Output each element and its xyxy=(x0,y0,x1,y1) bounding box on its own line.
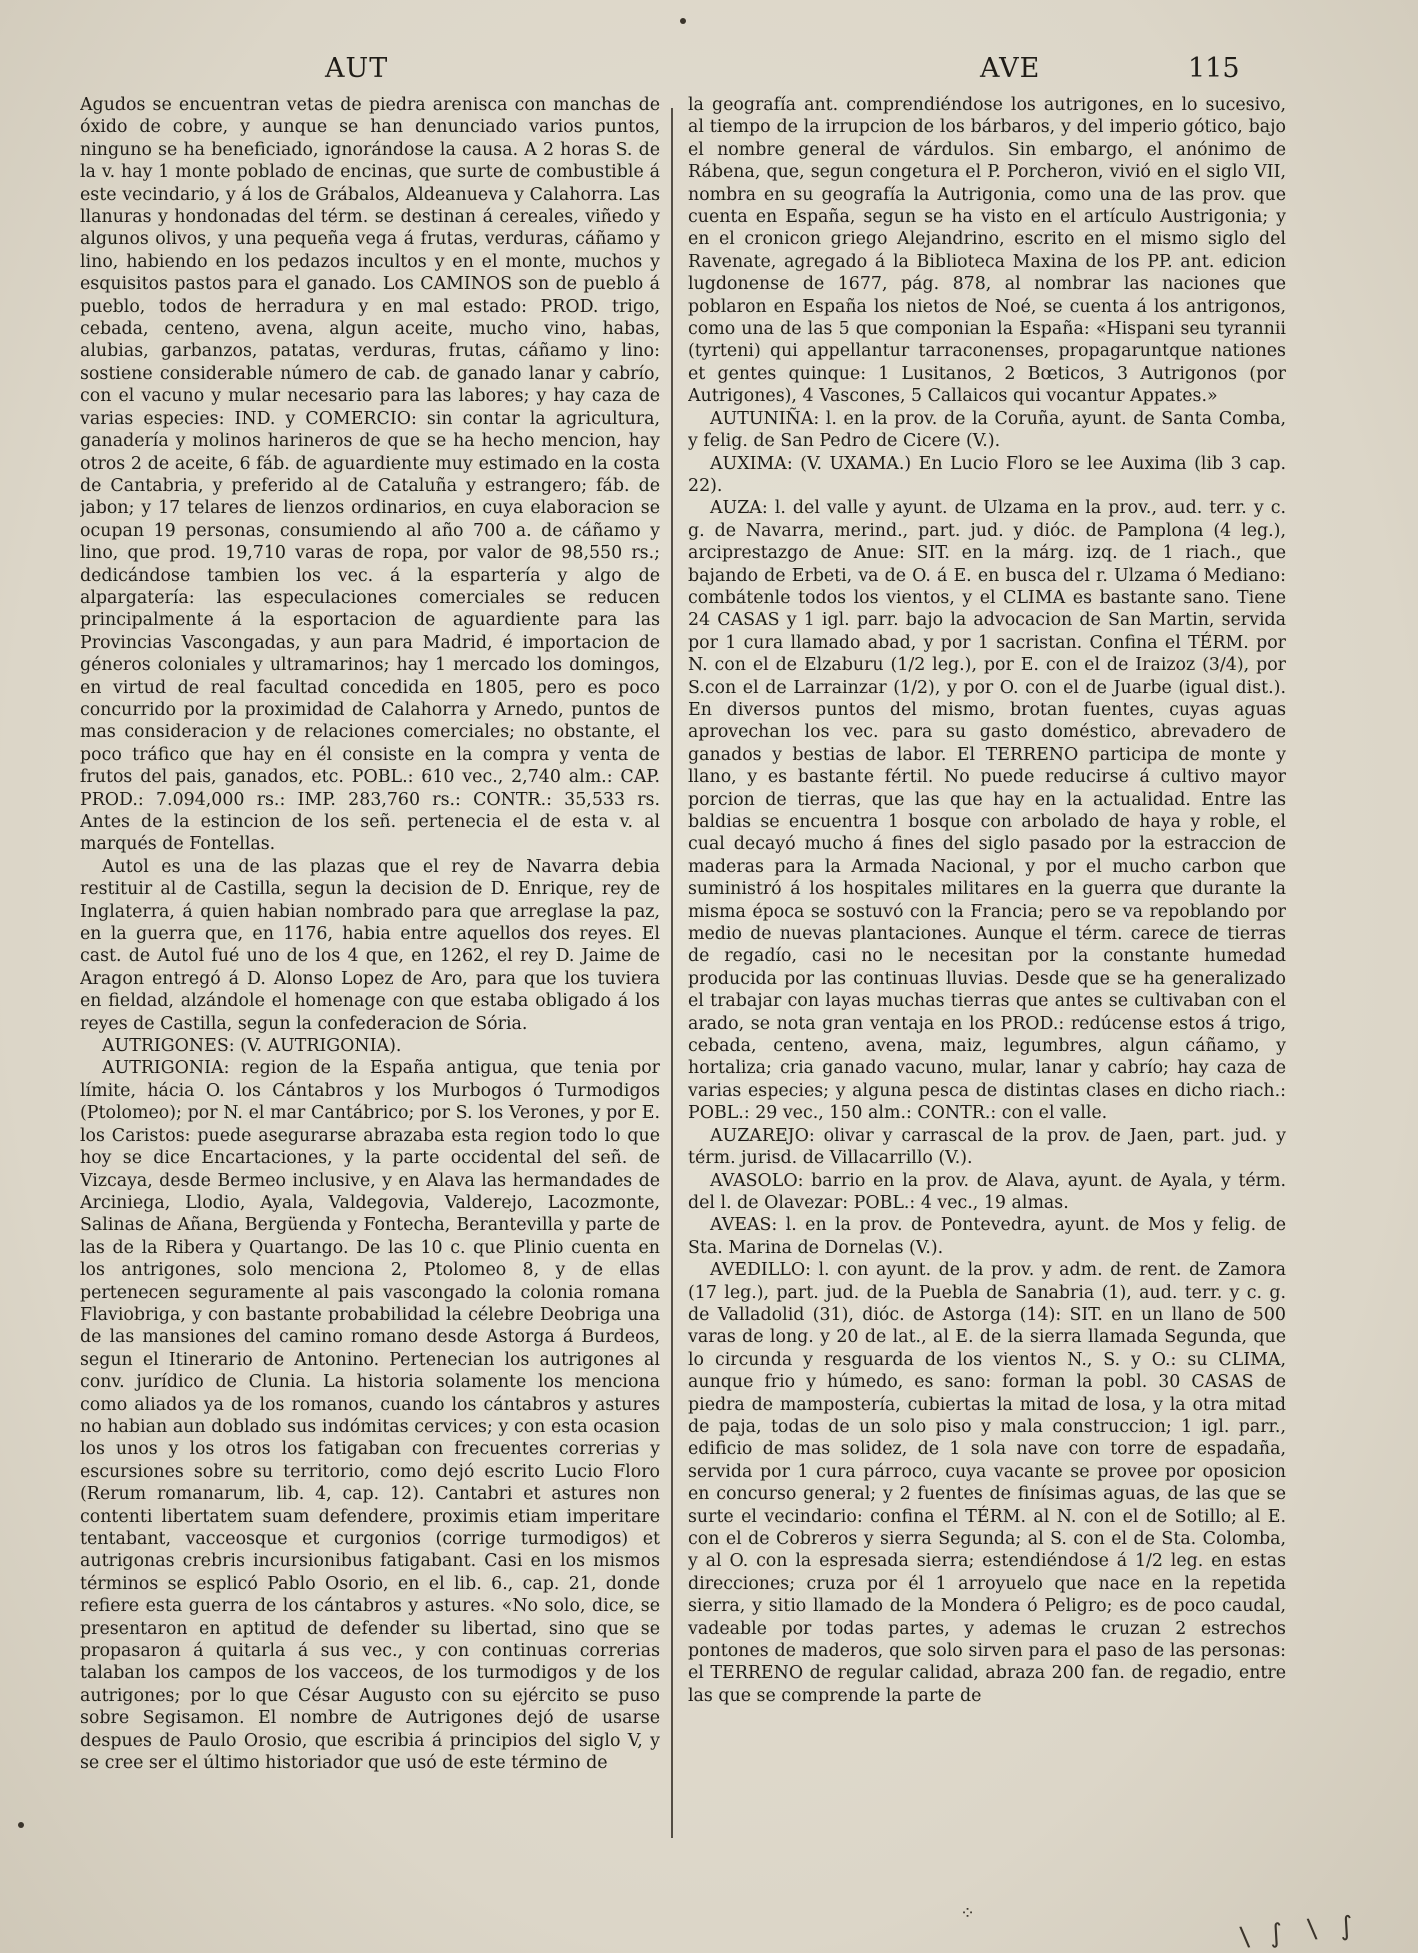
print-speck xyxy=(680,18,686,24)
page-number: 115 xyxy=(1188,53,1240,84)
handwritten-mark: \ ∫ ∖ ∫ xyxy=(1238,1910,1361,1953)
running-head-center: AVE xyxy=(980,53,1041,84)
paragraph-autol-continuation: Agudos se encuentran vetas de piedra arenisca con manchas de óxido de cobre, y aunque se han denunciado varios puntos, ninguno se ha beneficiado, ignorándose la causa. A 2 horas S. de la v. hay 1 monte poblado de encinas, que surte de combustible á este vecindario, y á los de Grábalos, Aldeanueva y Calahorra. Las llanuras y hondonadas del térm. se destinan á cereales, viñedo y algunos olivos, y una pequeña vega á frutas, verduras, cáñamo y lino, habiendo en los pedazos incultos y en el monte, muchos y esquisitos pastos para el ganado. Los CAMINOS son de pueblo á pueblo, todos de herradura y en mal estado: PROD. trigo, cebada, centeno, avena, algun aceite, mucho vino, habas, alubias, garbanzos, patatas, verduras, frutas, cáñamo y lino: sostiene considerable número de cab. de ganado lanar y cabrío, con el vacuno y mular necesario para las labores; y hay caza de varias especies: IND. y COMERCIO: sin contar la agricultura, ganadería y molinos harineros de que se ha hecho mencion, hay otros 2 de aceite, 6 fáb. de aguardiente muy estimado en la costa de Cantabria, y preferido al de Cataluña y estrangero; fáb. de jabon; y 17 telares de lienzos ordinarios, en cuya elaboracion se ocupan 19 personas, consumiendo al año 700 a. de cáñamo y lino, que prod. 19,710 varas de ropa, por valor de 98,550 rs.; dedicándose tambien los vec. á la espartería y algo de alpargatería: las especulaciones comerciales se reducen principalmente á la esportacion de aguardiente para las Provincias Vascongadas, y aun para Madrid, é importacion de géneros coloniales y ultramarinos; hay 1 mercado los domingos, en virtud de real facultad concedida en 1805, pero es poco concurrido por la proximidad de Calahorra y Arnedo, puntos de mas consideracion y de relaciones comerciales; no obstante, el poco tráfico que hay en él consiste en la compra y venta de frutos del pais, ganados, etc. POBL.: 610 vec., 2,740 alm.: CAP. PROD.: 7.094,000 rs.: IMP. 283,760 rs.: CONTR.: 35,533 rs. Antes de la estincion de los señ. pertenecia el de esta v. al marqués de Fontellas. xyxy=(80,95,660,855)
entry-aveas: AVEAS: l. en la prov. de Pontevedra, ayunt. de Mos y felig. de Sta. Marina de Dornelas (V.). xyxy=(688,1215,1286,1258)
entry-avedillo: AVEDILLO: l. con ayunt. de la prov. y adm. de rent. de Zamora (17 leg.), part. jud. de la Puebla de Sanabria (1), aud. terr. y c. g. de Valladolid (31), dióc. de Astorga (14): SIT. en un llano de 500 varas de long. y 20 de lat., al E. de la sierra llamada Segunda, que lo circunda y resguarda de los vientos N., S. y O.: su CLIMA, aunque frio y húmedo, es sano: forman la pobl. 30 CASAS de piedra de mampostería, cubiertas la mitad de losa, y la otra mitad de paja, todas de un solo piso y mala construccion; 1 igl. parr., edificio de mas solidez, de 1 sola nave con torre de espadaña, servida por 1 cura párroco, cuya vacante se provee por oposicion en concurso general; y 2 fuentes de finísimas aguas, de las que se surte el vecindario: confina el TÉRM. al N. con el de Sotillo; al E. con el de Cobreros y sierra Segunda; al S. con el de Sta. Colomba, y al O. con la espresada sierra; estendiéndose á 1/2 leg. en estas direcciones; cruza por él 1 arroyuelo que nace en la repetida sierra, y sitio llamado de la Mondera ó Peligro; es de poco caudal, vadeable por todas partes, y ademas le cruzan 2 estrechos pontones de maderos, que solo sirven para el paso de las personas: el TERRENO de regular calidad, abraza 200 fan. de regadio, entre las que se comprende la parte de xyxy=(688,1260,1286,1706)
entry-autrigones: AUTRIGONES: (V. AUTRIGONIA). xyxy=(102,1036,402,1057)
paragraph-autol-history: Autol es una de las plazas que el rey de Navarra debia restituir al de Castilla, segun la decision de D. Enrique, rey de Inglaterra, á quien habian nombrado para que arreglase la paz, en la guerra que, en 1176, habia entre aquellos dos reyes. El cast. de Autol fué uno de los 4 que, en 1262, el rey D. Jaime de Aragon entregó á D. Alonso Lopez de Aro, para que los tuviera en fieldad, alzándole el homenage con que estaba obligado á los reyes de Castilla, segun la confederacion de Sória. xyxy=(80,856,660,1034)
entry-autrigonia: AUTRIGONIA: region de la España antigua, que tenia por límite, hácia O. los Cántabros y los Murbogos ó Turmodigos (Ptolomeo); por N. el mar Cantábrico; por S. los Verones, y por E. los Caristos: puede asegurarse abrazaba esta region todo lo que hoy se dice Encartaciones, y la parte occidental del señ. de Vizcaya, desde Bermeo inclusive, y en Alava las hermandades de Arciniega, Llodio, Ayala, Valdegovia, Valderejo, Lacozmonte, Salinas de Añana, Bergüenda y Fontecha, Berantevilla y parte de las de la Ribera y Quartango. De las 10 c. que Plinio cuenta en los antrigones, solo menciona 2, Ptolomeo 8, y de ellas pertenecen seguramente al pais vascongado la colonia romana Flaviobriga, y con bastante probabilidad la célebre Deobriga una de las mansiones del camino romano desde Astorga á Burdeos, segun el Itinerario de Antonino. Pertenecian los autrigones al conv. jurídico de Clunia. La historia solamente los menciona como aliados ya de los romanos, cuando los cántabros y astures no habian aun doblado sus indómitas cervices; y con esta ocasion los unos y los otros los fatigaban con frecuentes correrias y escursiones sobre su territorio, como dejó escrito Lucio Floro (Rerum romanarum, lib. 4, cap. 12). Cantabri et astures non contenti libertatem suam defendere, proximis etiam imperitare tentabant, vacceosque et curgonios (corrige turmodigos) et autrigonas crebris incursionibus fatigabant. Casi en los mismos términos se esplicó Pablo Osorio, en el lib. 6., cap. 21, donde refiere esta guerra de los cántabros y astures. «No solo, dice, se presentaron en aptitud de defender su libertad, sino que se propasaron á quitarla á sus vec., y con continuas correrias talaban los campos de los vacceos, de los turmodigos y de los autrigones; por lo que César Augusto con su ejército se puso sobre Segisamon. El nombre de Autrigones dejó de usarse despues de Paulo Orosio, que escribia á principios del siglo V, y se cree ser el último historiador que usó de este término de xyxy=(80,1058,660,1774)
running-head-left: AUT xyxy=(325,53,389,84)
entry-auza: AUZA: l. del valle y ayunt. de Ulzama en la prov., aud. terr. y c. g. de Navarra, merind., part. jud. y dióc. de Pamplona (4 leg.), arciprestazgo de Anue: SIT. en la márg. izq. de 1 riach., que bajando de Erbeti, va de O. á E. en busca del r. Ulzama ó Mediano: combátenle todos los vientos, y el CLIMA es bastante sano. Tiene 24 CASAS y 1 igl. parr. bajo la advocacion de San Martin, servida por 1 cura llamado abad, y por 1 sacristan. Confina el TÉRM. por N. con el de Elzaburu (1/2 leg.), por E. con el de Iraizoz (3/4), por S.con el de Larrainzar (1/2), y por O. con el de Juarbe (igual dist.). En diversos puntos del mismo, brotan fuentes, cuyas aguas aprovechan los vec. para su gasto doméstico, abrevadero de ganados y bestias de labor. El TERRENO participa de monte y llano, y es bastante fértil. No puede reducirse á cultivo mayor porcion de tierras, que las que hay en la actualidad. Entre las baldias se encuentra 1 bosque con arbolado de haya y roble, el cual decayó mucho á fines del siglo pasado por la estraccion de maderas para la Armada Nacional, y por el mucho carbon que suministró á los hospitales militares en la guerra que durante la misma época se sostuvó con la Francia; pero se va repoblando por medio de nuevas plantaciones. Aunque el térm. carece de tierras de regadío, casi no le necesitan por la constante humedad producida por las continuas lluvias. Desde que se ha generalizado el trabajar con layas muchas tierras que antes se cultivaban con el arado, se nota gran ventaja en los PROD.: redúcense estos á trigo, cebada, centeno, avena, maiz, legumbres, algun cáñamo, y hortaliza; cria ganado vacuno, mular, lanar y cabrío; hay caza de varias especies; y alguna pesca de distintas clases en dicho riach.: POBL.: 29 vec., 150 alm.: CONTR.: con el valle. xyxy=(688,498,1286,1124)
print-speck xyxy=(18,1822,24,1828)
entry-auzarejo: AUZAREJO: olivar y carrascal de la prov. de Jaen, part. jud. y térm. jurisd. de Villacarrillo (V.). xyxy=(688,1125,1286,1169)
ornament-mark: ⁘ xyxy=(960,1903,976,1924)
entry-auxima: AUXIMA: (V. UXAMA.) En Lucio Floro se lee Auxima (lib 3 cap. 22). xyxy=(688,453,1286,496)
paragraph-autrigonia-continuation: la geografía ant. comprendiéndose los autrigones, en lo sucesivo, al tiempo de la irrupcion de los bárbaros, y del imperio gótico, bajo el nombre general de várdulos. Sin embargo, el anónimo de Rábena, que, segun congetura el P. Porcheron, vivió en el siglo VII, nombra en su geografía la Autrigonia, como una de las prov. que cuenta en España, segun se ha visto en el artículo Austrigonia; y en el cronicon griego Alejandrino, escrito en el mismo siglo del Ravenate, agregado á la Biblioteca Maxina de los PP. ant. edicion lugdonense de 1677, pág. 878, al nombrar las naciones que poblaron en España los nietos de Noé, se cuenta á los antrigonos, como una de las 5 que componian la España: «Hispani seu tyrannii (tyrteni) qui appellantur tarraconenses, propagaruntque nationes et gentes quinque: 1 Lusitanos, 2 Bœticos, 3 Autrigonos (por Autrigones), 4 Vascones, 5 Callaicos qui vocantur Appates.» xyxy=(688,95,1286,407)
entry-avasolo: AVASOLO: barrio en la prov. de Alava, ayunt. de Ayala, y térm. del l. de Olavezar: POBL.: 4 vec., 19 almas. xyxy=(688,1170,1286,1213)
right-column xyxy=(688,94,1286,1893)
column-divider xyxy=(671,108,673,1838)
left-column xyxy=(80,94,660,1893)
entry-autunina: AUTUNIÑA: l. en la prov. de la Coruña, ayunt. de Santa Comba, y felig. de San Pedro de Cicere (V.). xyxy=(688,408,1286,452)
